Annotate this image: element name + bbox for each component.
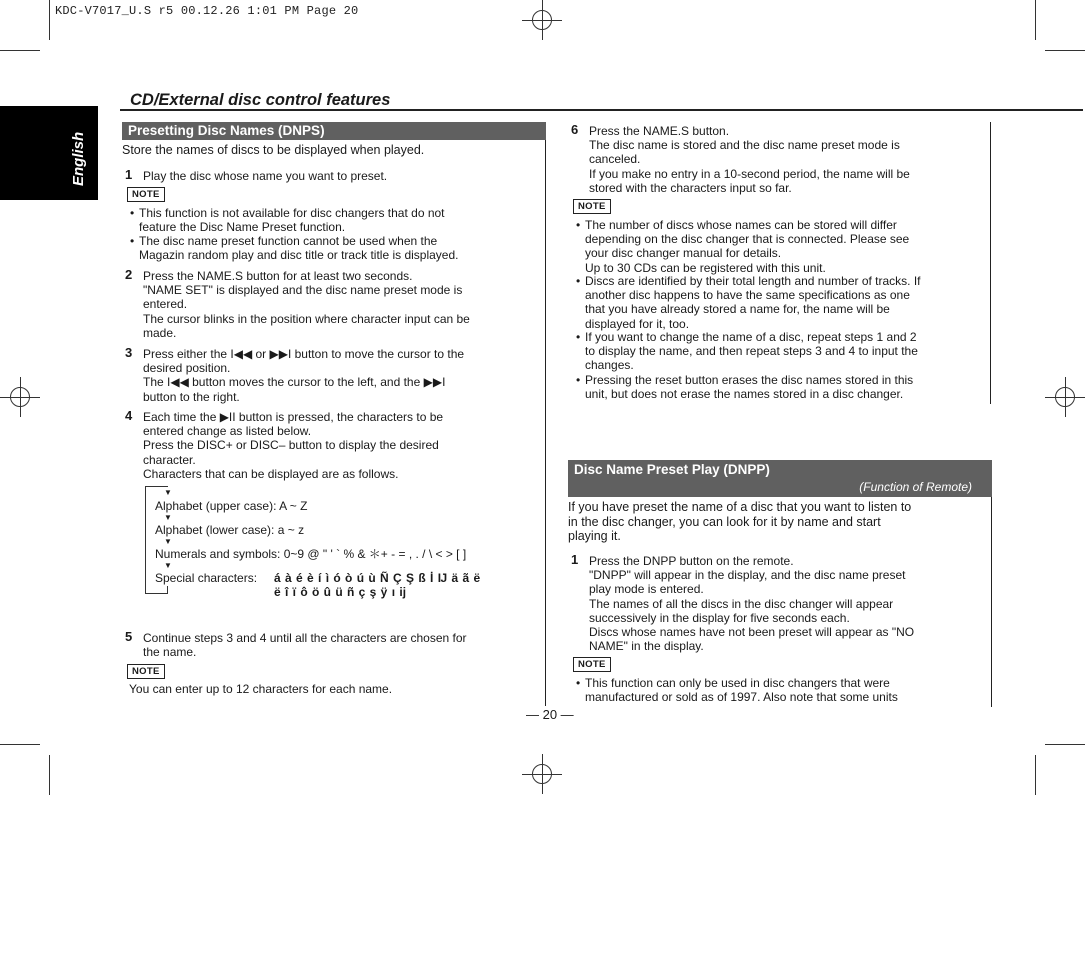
section-heading-dnpp	[568, 460, 992, 497]
note-bullet: • This function is not available for disc changers that do not feature the Disc Name Preset function.	[130, 206, 445, 235]
column-divider	[991, 497, 992, 707]
note-bullet: • If you want to change the name of a disc, repeat steps 1 and 2 to display the name, and then repeat steps 3 and 4 to input the changes.	[576, 330, 918, 373]
step-5-text: Continue steps 3 and 4 until all the characters are chosen for the name.	[143, 631, 467, 660]
crop-mark	[1045, 744, 1085, 745]
intro-text: Store the names of discs to be displayed when played.	[122, 143, 425, 157]
page-number: — 20 —	[526, 707, 574, 722]
registration-mark	[1045, 377, 1085, 417]
step-number: 4	[125, 408, 133, 423]
crop-mark	[49, 755, 50, 795]
chain-loop-line	[145, 486, 168, 487]
arrow-down-icon: ▼	[164, 513, 172, 522]
note-label: NOTE	[127, 664, 165, 679]
note-label: NOTE	[127, 187, 165, 202]
char-set-lower: Alphabet (lower case): a ~ z	[155, 523, 305, 537]
registration-mark	[522, 0, 562, 40]
step-6-text: Press the NAME.S button. The disc name is stored and the disc name preset mode is canceled. If you make no entry in a 10-second period, the name will be stored with the characters input so far.	[589, 124, 910, 195]
section-heading-text: Disc Name Preset Play (DNPP)	[574, 462, 770, 477]
step-3-text: Press either the I◀◀ or ▶▶I button to move the cursor to the desired position. The I◀◀ button moves the cursor to the left, and the ▶▶I button to the right.	[143, 347, 465, 404]
step-number: 3	[125, 345, 133, 360]
step-number: 1	[571, 552, 579, 567]
arrow-down-icon: ▼	[164, 488, 172, 497]
note-label: NOTE	[573, 199, 611, 214]
step-number: 1	[125, 167, 133, 182]
note-text: You can enter up to 12 characters for each name.	[129, 682, 393, 696]
char-set-numerals: Numerals and symbols: 0~9 @ " ' ` % & ＊+ - = , . / \ < > [ ]	[155, 547, 467, 561]
dnpp-step-1-text: Press the DNPP button on the remote. "DNPP" will appear in the display, and the disc name preset play mode is entered. The names of all the discs in the disc changer will appear successively in the display for five seconds each. Discs whose names have not been preset will appear as "NO NAME" in the display.	[589, 554, 915, 654]
registration-mark	[522, 754, 562, 794]
section-heading-text: Presetting Disc Names (DNPS)	[128, 123, 325, 138]
note-bullet: • Discs are identified by their total length and number of tracks. If another disc happens to have the same specifications as one that you have already stored a name for, the name will be displayed for it, too.	[576, 274, 921, 331]
page-title: CD/External disc control features	[130, 91, 391, 109]
section-heading-subtitle: (Function of Remote)	[859, 480, 972, 494]
note-bullet: • This function can only be used in disc changers that were manufactured or sold as of 1997. Also note that some units	[576, 676, 898, 705]
step-2-text: Press the NAME.S button for at least two seconds. "NAME SET" is displayed and the disc name preset mode is entered. The cursor blinks in the position where character input can be made.	[143, 269, 470, 340]
column-divider	[545, 140, 546, 706]
crop-mark	[0, 50, 40, 51]
language-tab-label: English	[70, 131, 87, 186]
crop-mark	[1035, 755, 1036, 795]
crop-mark	[0, 744, 40, 745]
crop-mark	[1045, 50, 1085, 51]
arrow-down-icon: ▼	[164, 537, 172, 546]
step-4-text: Each time the ▶II button is pressed, the characters to be entered change as listed below. Press the DISC+ or DISC– button to display the desired character. Characters that can be displayed are as follows.	[143, 410, 444, 481]
intro-text: If you have preset the name of a disc that you want to listen to in the disc changer, you can look for it by name and start playing it.	[568, 500, 912, 543]
note-bullet: • The number of discs whose names can be stored will differ depending on the disc changer that is connected. Please see your disc changer manual for details. Up to 30 CDs can be registered with this unit.	[576, 218, 910, 275]
registration-mark	[0, 377, 40, 417]
language-tab	[0, 106, 98, 200]
step-number: 5	[125, 629, 133, 644]
crop-mark	[1035, 0, 1036, 40]
step-1-text: Play the disc whose name you want to preset.	[143, 169, 388, 183]
step-number: 6	[571, 122, 579, 137]
note-bullet: • Pressing the reset button erases the disc names stored in this unit, but does not erase the names stored in a disc changer.	[576, 373, 914, 402]
char-set-special-row2: ë î ï ô ö û ü ñ ç ş ÿ ı ĳ	[274, 585, 407, 599]
chain-loop-line	[145, 593, 168, 594]
char-set-special-label: Special characters:	[155, 571, 258, 585]
chain-loop-line	[145, 486, 146, 594]
crop-mark	[49, 0, 50, 40]
section-heading-dnps	[122, 122, 546, 140]
title-rule	[120, 109, 1083, 111]
step-number: 2	[125, 267, 133, 282]
char-set-special-row1: á à é è í ì ó ò ú ù Ñ Ç Ş ß İ Ĳ ä ã ë	[274, 571, 481, 585]
print-header: KDC-V7017_U.S r5 00.12.26 1:01 PM Page 20	[55, 4, 359, 18]
note-bullet: • The disc name preset function cannot be used when the Magazin random play and disc title or track title is displayed.	[130, 234, 459, 263]
arrow-down-icon: ▼	[164, 561, 172, 570]
char-set-upper: Alphabet (upper case): A ~ Z	[155, 499, 308, 513]
chain-loop-line	[167, 586, 168, 594]
note-label: NOTE	[573, 657, 611, 672]
column-divider	[990, 122, 991, 404]
